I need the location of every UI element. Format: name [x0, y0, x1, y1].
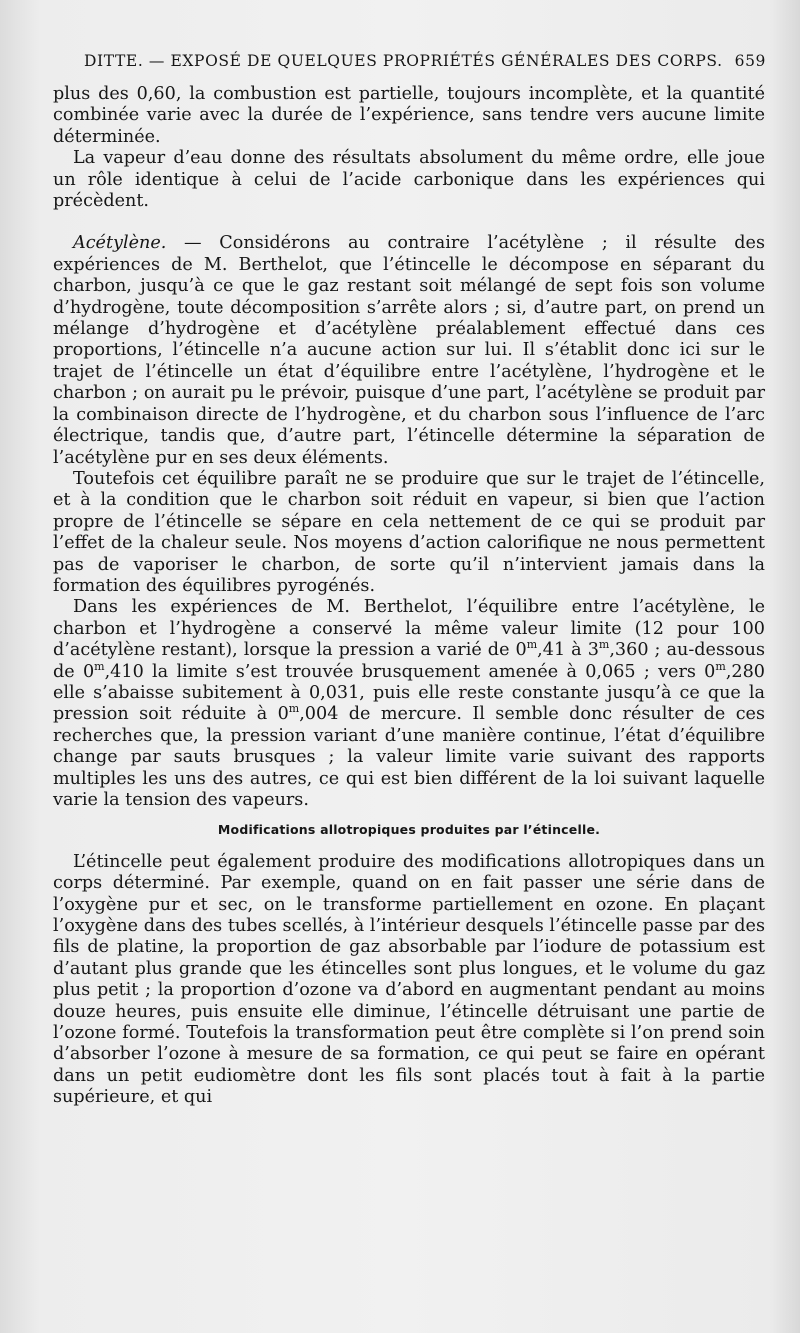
paragraph-5	[53, 597, 765, 811]
unit-sup: m	[526, 638, 538, 652]
section-heading: Modifications allotropiques produites par l’étincelle.	[217, 822, 601, 838]
paragraph-3	[53, 233, 765, 468]
unit-sup: m	[598, 638, 610, 652]
term-acetylene: Acétylène.	[73, 233, 167, 254]
unit-sup: m	[715, 659, 726, 673]
page-number: 659	[734, 52, 766, 70]
unit-sup: m	[94, 659, 105, 673]
paragraph-3-text: — Considérons au contraire l’acétylène ; il résulte des expériences de M. Berthelot, que l’étincelle le décompose en séparant du charbon, jusqu’à ce que le gaz restant soit mélangé de sept fois son volume d’hydrogène, toute décomposition s’arrête alors ; si, d’autre part, on prend un mélange d’hydrogène et d’acétylène préalablement effectué dans ces proportions, l’étincelle n’a aucune action sur lui. Il s’établit donc ici sur le trajet de l’étincelle un état d’équilibre entre l’acétylène, l’hydrogène et le charbon ; on aurait pu le prévoir, puisque d’une part, l’acétylène se produit par la combinaison directe de l’hydrogène, et du charbon sous l’influence de l’arc électrique, tandis que, d’autre part, l’étincelle détermine la séparation de l’acétylène pur en ses deux éléments.	[53, 233, 765, 468]
p5-part-f: ,004 de mercure. Il semble donc résulter de ces recherches que, la pression variant d’une manière continue, l’état d’équilibre change par sauts brusques ; la valeur limite varie suivant des rapports multiples les uns des autres, ce qui est bien différent de la loi suivant laquelle varie la tension des vapeurs.	[53, 704, 765, 810]
running-title: DITTE. — EXPOSÉ DE QUELQUES PROPRIÉTÉS GÉNÉRALES DES CORPS.	[84, 52, 723, 70]
paragraph-1: plus des 0,60, la combustion est partielle, toujours incomplète, et la quantité combinée varie avec la durée de l’expérience, sans tendre vers aucune limite déterminée.	[53, 84, 765, 147]
p5-part-b: ,41 à 3	[537, 640, 599, 661]
running-header	[84, 52, 766, 76]
unit-sup: m	[288, 702, 300, 716]
body-text	[53, 84, 765, 1109]
paragraph-4: Toutefois cet équilibre paraît ne se produire que sur le trajet de l’étincelle, et à la condition que le charbon soit réduit en vapeur, si bien que l’action propre de l’étincelle se sépare en cela nettement de ce qui se produit par l’effet de la chaleur seule. Nos moyens d’action calorifique ne nous permettent pas de vaporiser le charbon, de sorte qu’il n’intervient jamais dans la formation des équilibres pyrogénés.	[53, 468, 765, 596]
p5-part-e: ,280 elle s’abaisse subitement à 0,031, puis elle reste constante jusqu’à ce que la pression soit réduite à 0	[53, 661, 765, 725]
paragraph-gap	[53, 212, 765, 233]
p5-part-c: ,360 ; au-dessous de 0	[53, 640, 765, 682]
p5-part-d: ,410 la limite s’est trouvée brusquement amenée à 0,065 ; vers 0	[104, 661, 716, 682]
p5-part-a: Dans les expériences de M. Berthelot, l’équilibre entre l’acétylène, le charbon et l’hydrogène a conservé la même valeur limite (12 pour 100 d’acétylène restant), lorsque la pression a varié de 0	[53, 597, 765, 661]
paragraph-6: L’étincelle peut également produire des modifications allotropiques dans un corps déterminé. Par exemple, quand on en fait passer une série dans de l’oxygène pur et sec, on le transforme partiellement en ozone. En plaçant l’oxygène dans des tubes scellés, à l’intérieur desquels l’étincelle passe par des fils de platine, la proportion de gaz absorbable par l’iodure de potassium est d’autant plus grande que les étincelles sont plus longues, et le volume du gaz plus petit ; la proportion d’ozone va d’abord en augmentant pendant au moins douze heures, puis ensuite elle diminue, l’étincelle détruisant une partie de l’ozone formé. Toutefois la transformation peut être complète si l’on prend soin d’absorber l’ozone à mesure de sa formation, ce qui peut se faire en opérant dans un petit eudiomètre dont les fils sont placés tout à fait à la partie supérieure, et qui	[53, 851, 765, 1108]
paragraph-2: La vapeur d’eau donne des résultats absolument du même ordre, elle joue un rôle identique à celui de l’acide carbonique dans les expériences qui précèdent.	[53, 148, 765, 212]
